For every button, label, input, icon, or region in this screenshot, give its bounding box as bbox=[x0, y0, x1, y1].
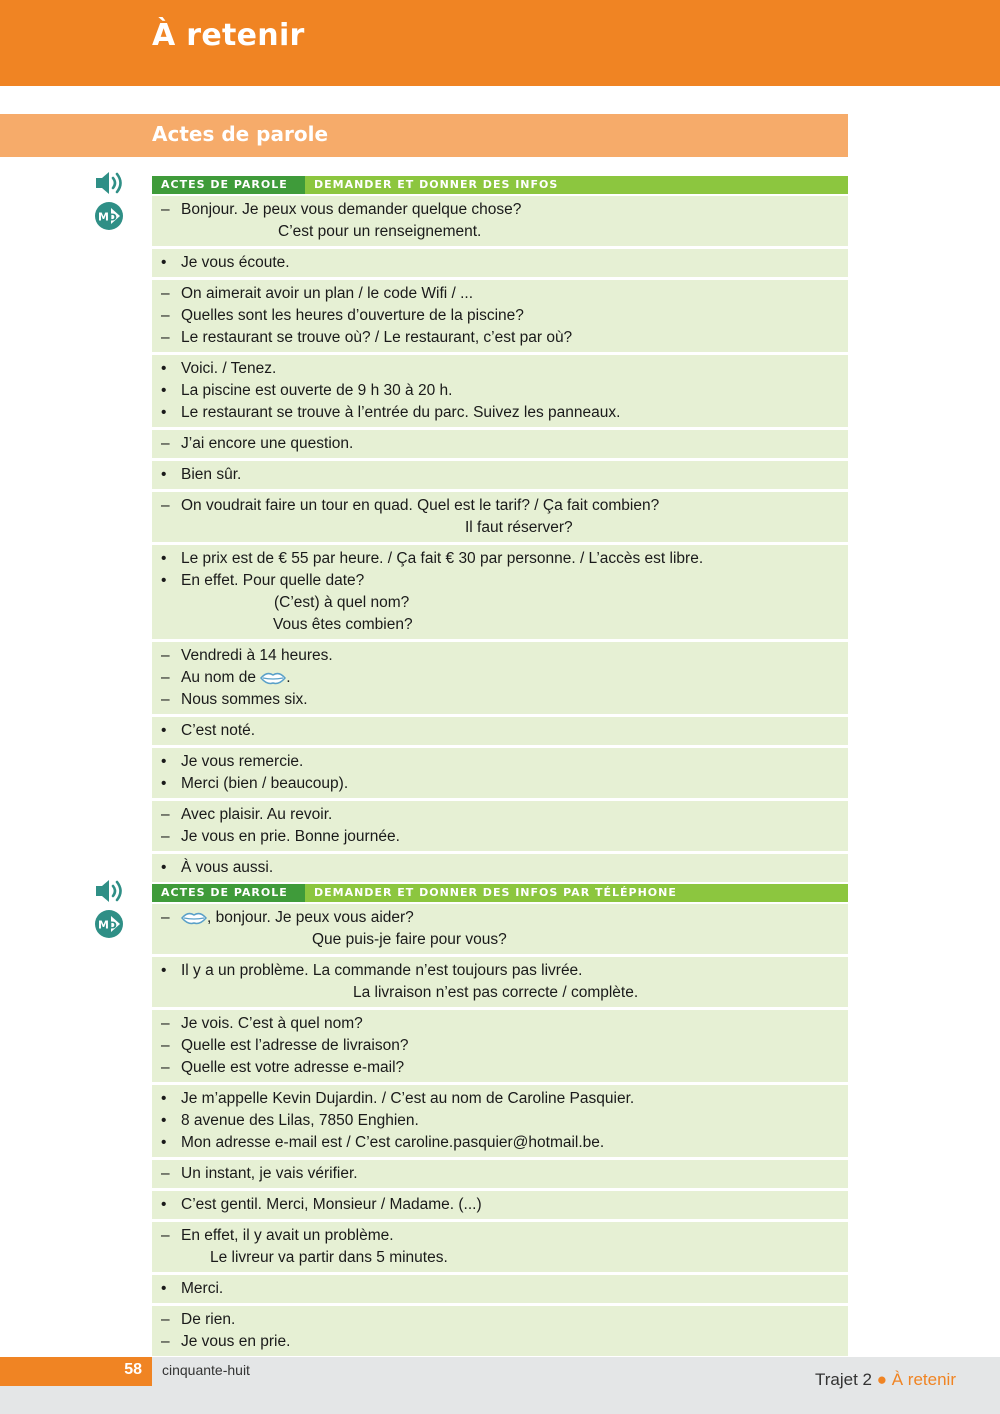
dialogue-text-wrap bbox=[181, 826, 400, 848]
dialogue-text-wrap bbox=[181, 433, 353, 455]
dialogue-line bbox=[152, 283, 848, 305]
dialogue-line bbox=[152, 1057, 848, 1079]
dialogue-text-wrap bbox=[181, 1225, 394, 1247]
bullet-marker: • bbox=[161, 753, 167, 770]
dialogue-text: Le prix est de € 55 par heure. / Ça fait € 30 par personne. / L’accès est libre. bbox=[181, 550, 704, 567]
dialogue-text: Quelle est votre adresse e-mail? bbox=[181, 1059, 405, 1076]
dialogue-text: C’est noté. bbox=[181, 722, 256, 739]
bullet-marker: • bbox=[161, 1134, 167, 1151]
dialogue-row bbox=[152, 355, 848, 427]
mp3-play-icon[interactable] bbox=[94, 909, 124, 939]
dialogue-text: Je m’appelle Kevin Dujardin. / C’est au nom de Caroline Pasquier. bbox=[181, 1090, 635, 1107]
audio-icons-1 bbox=[94, 169, 128, 231]
dialogue-row bbox=[152, 1191, 848, 1219]
dash-marker: – bbox=[161, 806, 170, 823]
dialogue-line bbox=[152, 826, 848, 848]
top-banner bbox=[0, 0, 1000, 86]
bullet-marker: • bbox=[161, 962, 167, 979]
dialogue-text-wrap bbox=[181, 199, 521, 221]
dialogue-text-wrap bbox=[181, 464, 241, 486]
bullet-marker: • bbox=[161, 466, 167, 483]
dialogue-text: Quelles sont les heures d’ouverture de la piscine? bbox=[181, 307, 524, 324]
dialogue-line bbox=[152, 327, 848, 349]
dialogue-line bbox=[152, 305, 848, 327]
bullet-icon: ● bbox=[876, 1370, 888, 1389]
dialogue-text-wrap bbox=[181, 495, 659, 517]
dialogue-row bbox=[152, 249, 848, 277]
dialogue-text-wrap bbox=[181, 1278, 223, 1300]
dash-marker: – bbox=[161, 285, 170, 302]
trajet-section: À retenir bbox=[891, 1370, 956, 1389]
bullet-marker: • bbox=[161, 360, 167, 377]
dialogue-text-wrap bbox=[181, 1110, 419, 1132]
dialogue-text: (C’est) à quel nom? bbox=[274, 594, 410, 611]
dash-marker: – bbox=[161, 329, 170, 346]
section-title: Actes de parole bbox=[152, 122, 329, 146]
dialogue-text-wrap bbox=[181, 689, 308, 711]
dialogue-row bbox=[152, 492, 848, 542]
dialogue-line bbox=[152, 614, 848, 636]
block-header bbox=[152, 884, 848, 902]
dialogue-text: C’est pour un renseignement. bbox=[278, 223, 482, 240]
dialogue-row bbox=[152, 1306, 848, 1356]
dialogue-text-wrap bbox=[181, 751, 303, 773]
dialogue-text-wrap bbox=[181, 305, 524, 327]
trajet-name: Trajet 2 bbox=[814, 1370, 872, 1389]
block-header-category: ACTES DE PAROLE bbox=[152, 884, 305, 902]
dialogue-row bbox=[152, 957, 848, 1007]
dialogue-text: Avec plaisir. Au revoir. bbox=[181, 806, 333, 823]
dialogue-block-telephone bbox=[152, 884, 848, 1356]
dash-marker: – bbox=[161, 828, 170, 845]
dialogue-row bbox=[152, 1275, 848, 1303]
dash-marker: – bbox=[161, 1165, 170, 1182]
trajet-label bbox=[815, 1370, 956, 1390]
dialogue-text: Quelle est l’adresse de livraison? bbox=[181, 1037, 409, 1054]
dialogue-line bbox=[152, 720, 848, 742]
dialogue-text-wrap bbox=[181, 570, 364, 592]
dialogue-line bbox=[152, 645, 848, 667]
dialogue-text: Bonjour. Je peux vous demander quelque chose? bbox=[181, 201, 522, 218]
dialogue-line bbox=[152, 929, 848, 951]
dialogue-text-wrap bbox=[312, 929, 507, 951]
dialogue-text: 8 avenue des Lilas, 7850 Enghien. bbox=[181, 1112, 419, 1129]
dialogue-row bbox=[152, 1010, 848, 1082]
dialogue-text: À vous aussi. bbox=[181, 859, 274, 876]
dialogue-text-wrap bbox=[181, 380, 452, 402]
dialogue-line bbox=[152, 1132, 848, 1154]
bullet-marker: • bbox=[161, 722, 167, 739]
bullet-marker: • bbox=[161, 1112, 167, 1129]
dialogue-text: La livraison n’est pas correcte / complète. bbox=[353, 984, 639, 1001]
dialogue-row bbox=[152, 545, 848, 639]
page-number-text: cinquante-huit bbox=[162, 1362, 250, 1378]
dialogue-line bbox=[152, 358, 848, 380]
dialogue-row bbox=[152, 461, 848, 489]
dialogue-text-wrap bbox=[181, 1194, 482, 1216]
dialogue-text: Bien sûr. bbox=[181, 466, 242, 483]
dialogue-line bbox=[152, 773, 848, 795]
dash-marker: – bbox=[161, 1333, 170, 1350]
dialogue-line bbox=[152, 1194, 848, 1216]
dialogue-text: J’ai encore une question. bbox=[181, 435, 354, 452]
dialogue-row bbox=[152, 904, 848, 954]
dialogue-line bbox=[152, 1163, 848, 1185]
mp3-play-icon[interactable] bbox=[94, 201, 124, 231]
dialogue-text-wrap bbox=[181, 358, 276, 380]
dialogue-text-suffix: . bbox=[286, 669, 291, 686]
dialogue-text: Je vous remercie. bbox=[181, 753, 304, 770]
bullet-marker: • bbox=[161, 382, 167, 399]
lips-icon bbox=[260, 671, 286, 685]
dialogue-line bbox=[152, 667, 848, 689]
dialogue-line bbox=[152, 1247, 848, 1269]
block-header-topic: DEMANDER ET DONNER DES INFOS bbox=[314, 178, 559, 191]
dialogue-text: La piscine est ouverte de 9 h 30 à 20 h. bbox=[181, 382, 453, 399]
dialogue-text: Mon adresse e-mail est / C’est caroline.pasquier@hotmail.be. bbox=[181, 1134, 605, 1151]
dialogue-text-wrap bbox=[353, 982, 638, 1004]
dialogue-text: Il faut réserver? bbox=[465, 519, 573, 536]
dialogue-text-wrap bbox=[181, 667, 291, 689]
dialogue-text: Je vous en prie. Bonne journée. bbox=[181, 828, 400, 845]
svg-text:D: D bbox=[108, 920, 117, 932]
dialogue-line bbox=[152, 570, 848, 592]
dialogue-text: Il y a un problème. La commande n’est toujours pas livrée. bbox=[181, 962, 583, 979]
dialogue-text: Je vois. C’est à quel nom? bbox=[181, 1015, 363, 1032]
dialogue-text-wrap bbox=[181, 720, 255, 742]
dialogue-line bbox=[152, 1309, 848, 1331]
bullet-marker: • bbox=[161, 550, 167, 567]
dialogue-line bbox=[152, 982, 848, 1004]
svg-text:D: D bbox=[108, 212, 117, 224]
dialogue-text-wrap bbox=[274, 592, 409, 614]
dialogue-row bbox=[152, 430, 848, 458]
dialogue-row bbox=[152, 748, 848, 798]
dash-marker: – bbox=[161, 1015, 170, 1032]
dialogue-line bbox=[152, 751, 848, 773]
dialogue-text: Un instant, je vais vérifier. bbox=[181, 1165, 358, 1182]
bullet-marker: • bbox=[161, 254, 167, 271]
dialogue-text-wrap bbox=[181, 327, 572, 349]
dash-marker: – bbox=[161, 691, 170, 708]
dialogue-text-wrap bbox=[181, 1035, 408, 1057]
dialogue-text: En effet. Pour quelle date? bbox=[181, 572, 365, 589]
dialogue-row bbox=[152, 717, 848, 745]
dialogue-text-wrap bbox=[181, 804, 332, 826]
dialogue-row bbox=[152, 854, 848, 882]
dialogue-line bbox=[152, 1088, 848, 1110]
dialogue-line bbox=[152, 804, 848, 826]
dialogue-text: On aimerait avoir un plan / le code Wifi / ... bbox=[181, 285, 474, 302]
dialogue-text: Que puis-je faire pour vous? bbox=[312, 931, 507, 948]
dialogue-line bbox=[152, 380, 848, 402]
page-number-box bbox=[0, 1357, 152, 1386]
dialogue-text-wrap bbox=[181, 252, 290, 274]
dialogue-text: Vous êtes combien? bbox=[273, 616, 413, 633]
dialogue-line bbox=[152, 1278, 848, 1300]
dialogue-line bbox=[152, 907, 848, 929]
dialogue-text-wrap bbox=[181, 1088, 634, 1110]
dash-marker: – bbox=[161, 1037, 170, 1054]
dash-marker: – bbox=[161, 909, 170, 926]
section-bar bbox=[0, 114, 848, 157]
page-number: 58 bbox=[124, 1361, 142, 1378]
page-title: À retenir bbox=[152, 18, 305, 53]
bullet-marker: • bbox=[161, 1196, 167, 1213]
block-header bbox=[152, 176, 848, 194]
dialogue-text: Vendredi à 14 heures. bbox=[181, 647, 333, 664]
dialogue-line bbox=[152, 857, 848, 879]
svg-text:M: M bbox=[98, 918, 109, 932]
dialogue-text: Le restaurant se trouve à l’entrée du parc. Suivez les panneaux. bbox=[181, 404, 621, 421]
speaker-icon[interactable] bbox=[94, 877, 126, 905]
dialogue-text: En effet, il y avait un problème. bbox=[181, 1227, 394, 1244]
block-header-topic: DEMANDER ET DONNER DES INFOS PAR TÉLÉPHONE bbox=[314, 886, 677, 899]
dialogue-block-infos bbox=[152, 176, 848, 882]
dialogue-text-wrap bbox=[181, 907, 414, 929]
dialogue-line bbox=[152, 464, 848, 486]
dialogue-text-wrap bbox=[181, 283, 473, 305]
dialogue-row bbox=[152, 280, 848, 352]
dash-marker: – bbox=[161, 497, 170, 514]
dialogue-text-wrap bbox=[181, 773, 348, 795]
dialogue-line bbox=[152, 1225, 848, 1247]
dialogue-line bbox=[152, 689, 848, 711]
dialogue-text-wrap bbox=[181, 960, 583, 982]
dialogue-text: Merci. bbox=[181, 1280, 224, 1297]
dialogue-line bbox=[152, 1331, 848, 1353]
dash-marker: – bbox=[161, 1311, 170, 1328]
footer bbox=[0, 1357, 1000, 1414]
dialogue-line bbox=[152, 548, 848, 570]
dialogue-text-wrap bbox=[181, 548, 703, 570]
dialogue-line bbox=[152, 221, 848, 243]
dialogue-text: De rien. bbox=[181, 1311, 236, 1328]
dash-marker: – bbox=[161, 1059, 170, 1076]
dash-marker: – bbox=[161, 647, 170, 664]
dialogue-text: Je vous écoute. bbox=[181, 254, 290, 271]
dialogue-line bbox=[152, 199, 848, 221]
dialogue-line bbox=[152, 1035, 848, 1057]
dialogue-text-wrap bbox=[181, 857, 273, 879]
dialogue-line bbox=[152, 1013, 848, 1035]
dialogue-text: , bonjour. Je peux vous aider? bbox=[207, 909, 414, 926]
bullet-marker: • bbox=[161, 775, 167, 792]
dash-marker: – bbox=[161, 435, 170, 452]
dash-marker: – bbox=[161, 669, 170, 686]
speaker-icon[interactable] bbox=[94, 169, 126, 197]
dialogue-text-wrap bbox=[273, 614, 413, 636]
dialogue-text-wrap bbox=[181, 402, 620, 424]
dialogue-text: Le restaurant se trouve où? / Le restaurant, c’est par où? bbox=[181, 329, 573, 346]
dialogue-line bbox=[152, 517, 848, 539]
dialogue-line bbox=[152, 495, 848, 517]
bullet-marker: • bbox=[161, 572, 167, 589]
bullet-marker: • bbox=[161, 1090, 167, 1107]
dialogue-text-wrap bbox=[181, 1163, 358, 1185]
dialogue-row bbox=[152, 801, 848, 851]
dialogue-text-wrap bbox=[181, 1057, 404, 1079]
dialogue-text: Je vous en prie. bbox=[181, 1333, 291, 1350]
dialogue-text-wrap bbox=[278, 221, 481, 243]
dialogue-text: Le livreur va partir dans 5 minutes. bbox=[210, 1249, 448, 1266]
dash-marker: – bbox=[161, 201, 170, 218]
dialogue-row bbox=[152, 196, 848, 246]
dialogue-text-wrap bbox=[181, 1331, 290, 1353]
dialogue-text: Nous sommes six. bbox=[181, 691, 308, 708]
dialogue-line bbox=[152, 252, 848, 274]
dialogue-line bbox=[152, 1110, 848, 1132]
bullet-marker: • bbox=[161, 404, 167, 421]
dialogue-row bbox=[152, 1085, 848, 1157]
dialogue-text-wrap bbox=[181, 1013, 363, 1035]
dialogue-line bbox=[152, 960, 848, 982]
dialogue-row bbox=[152, 1222, 848, 1272]
dialogue-text-wrap bbox=[210, 1247, 448, 1269]
dialogue-text-wrap bbox=[181, 1309, 235, 1331]
dialogue-text-wrap bbox=[181, 645, 333, 667]
dialogue-line bbox=[152, 402, 848, 424]
block-header-category: ACTES DE PAROLE bbox=[152, 176, 305, 194]
dialogue-text: C’est gentil. Merci, Monsieur / Madame. (...) bbox=[181, 1196, 482, 1213]
dialogue-line bbox=[152, 592, 848, 614]
dialogue-row bbox=[152, 1160, 848, 1188]
dialogue-text-wrap bbox=[181, 1132, 604, 1154]
dash-marker: – bbox=[161, 1227, 170, 1244]
dialogue-text-wrap bbox=[465, 517, 573, 539]
dialogue-text: On voudrait faire un tour en quad. Quel est le tarif? / Ça fait combien? bbox=[181, 497, 660, 514]
bullet-marker: • bbox=[161, 1280, 167, 1297]
dash-marker: – bbox=[161, 307, 170, 324]
dialogue-text: Merci (bien / beaucoup). bbox=[181, 775, 349, 792]
dialogue-line bbox=[152, 433, 848, 455]
lips-icon bbox=[181, 911, 207, 925]
svg-text:M: M bbox=[98, 210, 109, 224]
dialogue-text: Au nom de bbox=[181, 669, 256, 686]
dialogue-text: Voici. / Tenez. bbox=[181, 360, 277, 377]
audio-icons-2 bbox=[94, 877, 128, 939]
bullet-marker: • bbox=[161, 859, 167, 876]
dialogue-row bbox=[152, 642, 848, 714]
